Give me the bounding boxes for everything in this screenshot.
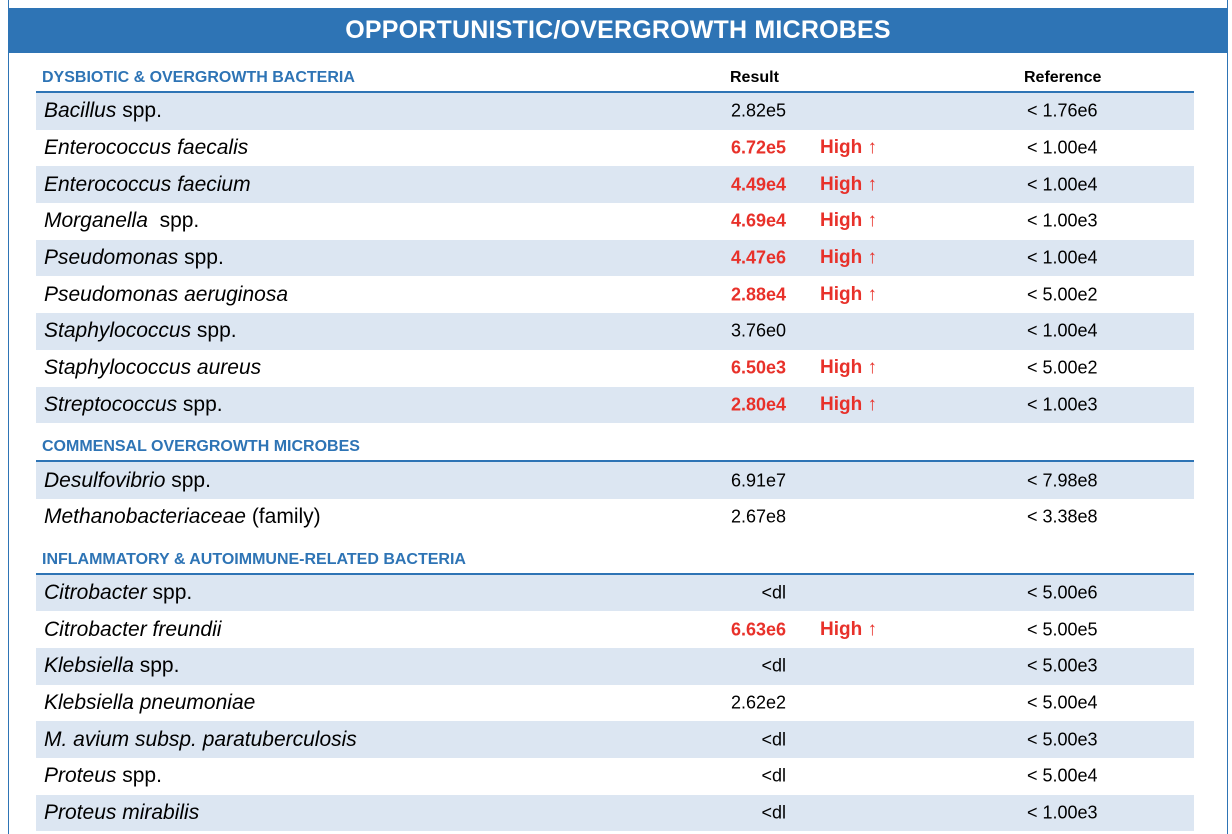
organism-name bbox=[44, 246, 224, 270]
result-value: <dl bbox=[761, 655, 786, 676]
reference-value: < 1.00e4 bbox=[1027, 174, 1098, 195]
organism-name bbox=[44, 469, 211, 493]
organism-taxon: M. avium subsp. paratuberculosis bbox=[44, 727, 357, 751]
organism-taxon: Bacillus bbox=[44, 99, 117, 123]
section-header bbox=[36, 429, 1194, 462]
organism-name bbox=[44, 173, 251, 197]
table-row bbox=[36, 313, 1194, 350]
organism-taxon: Klebsiella pneumoniae bbox=[44, 690, 256, 714]
reference-value: < 7.98e8 bbox=[1027, 470, 1098, 491]
high-flag: High ↑ bbox=[820, 393, 877, 415]
result-value: 6.50e3 bbox=[730, 357, 786, 378]
table-row bbox=[36, 685, 1194, 722]
organism-suffix: spp. bbox=[116, 764, 162, 788]
result-value: 2.88e4 bbox=[730, 284, 786, 305]
reference-value: < 1.00e4 bbox=[1027, 320, 1098, 341]
result-value: 2.67e8 bbox=[730, 506, 786, 527]
reference-value: < 3.38e8 bbox=[1027, 506, 1098, 527]
organism-taxon: Citrobacter bbox=[44, 580, 147, 604]
result-value: 6.91e7 bbox=[730, 470, 786, 491]
table-row bbox=[36, 387, 1194, 424]
reference-column-header: Reference bbox=[1024, 69, 1102, 86]
reference-value: < 5.00e3 bbox=[1027, 729, 1098, 750]
result-value: 2.80e4 bbox=[730, 394, 786, 415]
high-flag: High ↑ bbox=[820, 357, 877, 379]
table-row bbox=[36, 93, 1194, 130]
result-value: <dl bbox=[761, 729, 786, 750]
table-row bbox=[36, 795, 1194, 832]
organism-name bbox=[44, 136, 248, 160]
organism-name bbox=[44, 801, 199, 825]
organism-suffix: spp. bbox=[116, 99, 162, 123]
organism-taxon: Staphylococcus aureus bbox=[44, 356, 262, 380]
organism-taxon: Proteus bbox=[44, 764, 117, 788]
table-row bbox=[36, 350, 1194, 387]
table-row bbox=[36, 648, 1194, 685]
section-header bbox=[36, 542, 1194, 575]
reference-value: < 1.00e3 bbox=[1027, 394, 1098, 415]
reference-value: < 1.00e4 bbox=[1027, 137, 1098, 158]
organism-taxon: Klebsiella bbox=[44, 654, 134, 678]
organism-suffix: spp. bbox=[165, 468, 211, 492]
organism-taxon: Enterococcus faecalis bbox=[44, 136, 249, 160]
organism-name bbox=[44, 283, 288, 307]
results-table bbox=[36, 60, 1194, 831]
organism-name bbox=[44, 356, 261, 380]
high-flag: High ↑ bbox=[820, 618, 877, 640]
result-value: 2.82e5 bbox=[730, 100, 786, 121]
high-flag: High ↑ bbox=[820, 137, 877, 159]
table-row bbox=[36, 611, 1194, 648]
organism-taxon: Pseudomonas aeruginosa bbox=[44, 282, 289, 306]
section-title: DYSBIOTIC & OVERGROWTH BACTERIA bbox=[42, 69, 355, 86]
organism-suffix: spp. bbox=[178, 246, 224, 270]
reference-value: < 1.00e4 bbox=[1027, 247, 1098, 268]
table-row bbox=[36, 499, 1194, 536]
organism-taxon: Desulfovibrio bbox=[44, 468, 166, 492]
table-row bbox=[36, 758, 1194, 795]
result-value: <dl bbox=[761, 582, 786, 603]
organism-taxon: Streptococcus bbox=[44, 392, 178, 416]
result-column-header: Result bbox=[730, 69, 779, 86]
organism-suffix: spp. bbox=[191, 319, 237, 343]
organism-taxon: Methanobacteriaceae bbox=[44, 505, 246, 529]
organism-name bbox=[44, 618, 221, 642]
organism-taxon: Enterococcus faecium bbox=[44, 172, 251, 196]
result-value: 3.76e0 bbox=[730, 320, 786, 341]
reference-value: < 5.00e5 bbox=[1027, 619, 1098, 640]
organism-name bbox=[44, 691, 255, 715]
section-header bbox=[36, 60, 1194, 93]
high-flag: High ↑ bbox=[820, 173, 877, 195]
reference-value: < 5.00e6 bbox=[1027, 582, 1098, 603]
organism-name bbox=[44, 764, 162, 788]
result-value: 4.49e4 bbox=[730, 174, 786, 195]
organism-taxon: Pseudomonas bbox=[44, 246, 179, 270]
result-value: 2.62e2 bbox=[730, 692, 786, 713]
organism-name bbox=[44, 319, 237, 343]
reference-value: < 1.00e3 bbox=[1027, 210, 1098, 231]
result-value: 6.63e6 bbox=[730, 619, 786, 640]
reference-value: < 1.76e6 bbox=[1027, 100, 1098, 121]
section-title: COMMENSAL OVERGROWTH MICROBES bbox=[42, 438, 360, 456]
organism-name bbox=[44, 728, 357, 752]
organism-suffix: spp. bbox=[146, 580, 193, 604]
organism-name bbox=[44, 393, 223, 417]
table-row bbox=[36, 721, 1194, 758]
table-row bbox=[36, 166, 1194, 203]
result-value: 4.47e6 bbox=[730, 247, 786, 268]
organism-suffix: spp. bbox=[177, 392, 223, 416]
result-value: <dl bbox=[761, 802, 786, 823]
organism-taxon: Staphylococcus bbox=[44, 319, 192, 343]
table-row bbox=[36, 203, 1194, 240]
organism-name bbox=[44, 209, 199, 233]
table-row bbox=[36, 575, 1194, 612]
reference-value: < 1.00e3 bbox=[1027, 802, 1098, 823]
report-title: OPPORTUNISTIC/OVERGROWTH MICROBES bbox=[8, 8, 1228, 53]
high-flag: High ↑ bbox=[820, 210, 877, 232]
organism-name bbox=[44, 654, 179, 678]
organism-taxon: Morganella bbox=[44, 209, 148, 233]
organism-suffix: (family) bbox=[245, 505, 321, 529]
high-flag: High ↑ bbox=[820, 283, 877, 305]
organism-name bbox=[44, 99, 162, 123]
organism-taxon: Proteus mirabilis bbox=[44, 801, 200, 825]
reference-value: < 5.00e2 bbox=[1027, 284, 1098, 305]
reference-value: < 5.00e3 bbox=[1027, 655, 1098, 676]
reference-value: < 5.00e4 bbox=[1027, 692, 1098, 713]
section-title: INFLAMMATORY & AUTOIMMUNE-RELATED BACTERIA bbox=[42, 550, 466, 568]
organism-suffix: spp. bbox=[133, 654, 180, 678]
organism-taxon: Citrobacter freundii bbox=[44, 617, 222, 641]
organism-suffix: spp. bbox=[147, 209, 200, 233]
table-row bbox=[36, 130, 1194, 167]
reference-value: < 5.00e2 bbox=[1027, 357, 1098, 378]
high-flag: High ↑ bbox=[820, 247, 877, 269]
organism-name bbox=[44, 505, 321, 529]
result-value: 4.69e4 bbox=[730, 210, 786, 231]
table-row bbox=[36, 240, 1194, 277]
result-value: <dl bbox=[761, 765, 786, 786]
result-value: 6.72e5 bbox=[730, 137, 786, 158]
table-row bbox=[36, 462, 1194, 499]
reference-value: < 5.00e4 bbox=[1027, 765, 1098, 786]
organism-name bbox=[44, 581, 192, 605]
table-row bbox=[36, 276, 1194, 313]
